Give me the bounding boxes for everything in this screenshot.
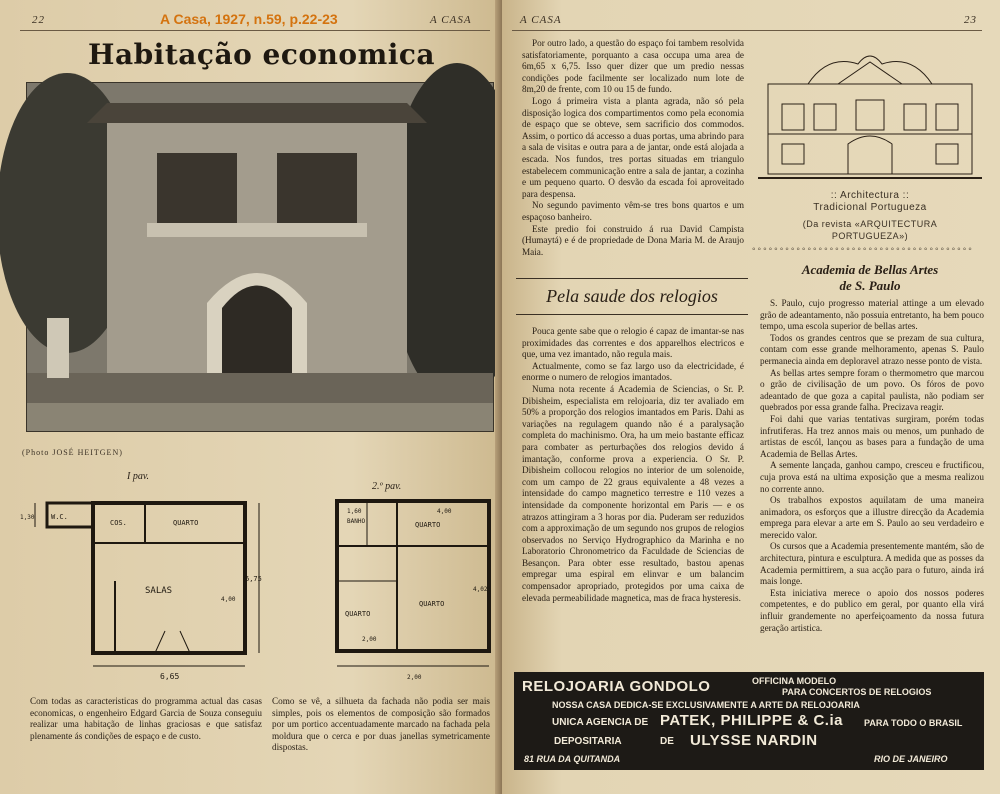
plan2-dim-e: 2,00	[407, 674, 422, 681]
source-reference: A Casa, 1927, n.59, p.22-23	[160, 11, 338, 27]
right-col-a-bottom	[522, 326, 744, 604]
ad-patek: PATEK, PHILIPPE & C.ia	[660, 712, 843, 729]
plan2-banho-label: BANHO	[347, 518, 366, 525]
plan2-quarto-left-label: QUARTO	[345, 610, 371, 618]
arch-caption-line3: (Da revista «ARQUITECTURA	[802, 219, 938, 229]
col-b-para: Todos os grandes centros que se prezam de sua cultura, contam com esse grande melhoramento, apenas S. Paulo permanecia ainda em deploravel atrazo nesse ponto de vista.	[760, 332, 984, 366]
gondolo-advertisement	[514, 672, 984, 770]
architecture-drawing	[758, 44, 982, 184]
right-running-head: A CASA	[520, 14, 562, 26]
floor-plan-1	[14, 470, 262, 694]
col-b-para: S. Paulo, cujo progresso material attinge a um elevado grão de adeantamento, não possuia entretanto, ha bem pouco tempo, uma escola superior de bellas artes.	[760, 298, 984, 332]
academy-title	[758, 262, 982, 294]
plan2-dim-c: 2,00	[362, 636, 377, 643]
right-page	[502, 0, 1000, 794]
col-a-para: Logo á primeira vista a planta agrada, não só pela disposição logica dos compartimentos como pela economia de espaço que se obteve, sem sacrificio dos commodos. Assim, o portico dá accesso a duas portas, uma abrindo para a sala de visitas e outra para a de jantar, onde está alojada a escada. Nos fundos, tres portas situadas em triangulo estabelecem communicação entre a sala de jantar, a cozinha e um pequeno quarto. O desvão da escada foi aproveitado para despensa.	[522, 95, 744, 199]
ad-concertos: PARA CONCERTOS DE RELOGIOS	[782, 687, 932, 697]
plan1-side-dim: 1,30	[20, 514, 35, 521]
plan2-quarto-right-label: QUARTO	[419, 600, 445, 608]
col-b-para: Os cursos que a Academia presentemente mantém, são de architectura, pintura e esculptura. A medida que as posses da Academia permittirem, a sua acção para o futuro, ainda irá mais longe.	[760, 541, 984, 587]
house-illustration	[27, 83, 493, 431]
col-a-para: Numa nota recente á Academia de Sciencias, o Sr. P. Dibisheim, especialista em relojoaria, diz ter avaliado em 50% a proporção dos relogios imantados em Paris. Dahi as variações na regulagem quando não é a paralysação completa do machinismo. Ora, ha um meio bastante efficaz para combater as perturbações dos relogios devido á imantação, conforme prova a experiencia. O Sr. P. Dibisheim collocou relogios no interior de um solenoide, com um campo de 22 graus equivalente a 48 vezes a intensidade do campo magnetico terrestre e 110 vezes a intensidade da componente horizontal em Paris — e os atrazos attingiram a 3 horas por dia. Puderam ser reduzidos com a approximação de um segundo nos grupos de relogios observados no Serviço Hydrographico da Marinha e no Laboratorio Chronometrico da Faculdade de Sciencias de Besançon. Para obter esse resultado, bastou apenas empregar uma espiral em elinvar e um balancim compensador apropriado, protegidos por uma caixa de elevada permeabilidade magnetica, mas de fraca hysteresis.	[522, 383, 744, 603]
plan1-salas-label: SALAS	[145, 586, 173, 596]
col-b-para: A semente lançada, ganhou campo, cresceu e fructificou, cuja prova está na ultima exposição que a mesma realizou no corrente anno.	[760, 460, 984, 494]
floor-plan-2	[326, 480, 498, 692]
arch-caption-line1: :: Architectura ::	[830, 190, 910, 201]
ad-officina: OFFICINA MODELO	[752, 676, 837, 686]
left-page-number: 22	[32, 14, 45, 26]
arch-caption-line4: PORTUGUEZA»)	[831, 231, 909, 241]
plan1-width-dim: 6,65	[160, 672, 180, 681]
photo-caption: (Photo JOSÉ HEITGEN)	[22, 448, 123, 457]
plan2-quarto-top-label: QUARTO	[415, 521, 441, 529]
col-a-para: Actualmente, como se faz largo uso da electricidade, é enorme o numero de relogios imantados.	[522, 360, 744, 383]
plan1-drawing	[15, 481, 262, 691]
arch-caption	[778, 190, 962, 242]
plan2-dim-b: 4,00	[437, 508, 452, 515]
section-rule-bottom	[516, 314, 748, 315]
plan2-heading: 2.º pav.	[372, 481, 402, 492]
left-caption-col1: Com todas as caracteristicas do programma actual das casas economicas, o engenheiro Edgard Garcia de Souza conseguiu realizar uma habitação de linhas graciosas e que satisfaz plenamente ás condições de espaço e de custo.	[30, 696, 262, 741]
right-header-rule	[512, 30, 982, 31]
plan2-drawing	[327, 491, 497, 691]
plan1-heading: I pav.	[127, 471, 150, 482]
ad-dedica: NOSSA CASA DEDICA-SE EXCLUSIVAMENTE A ARTE DA RELOJOARIA	[552, 700, 860, 710]
right-col-b	[760, 298, 984, 634]
ad-nardin: ULYSSE NARDIN	[690, 732, 818, 749]
col-a-para: Pouca gente sabe que o relogio é capaz de imantar-se nas proximidades das correntes e dos apparelhos electricos e que, uma vez imantado, não regula mais.	[522, 326, 744, 360]
left-running-head: A CASA	[430, 14, 472, 26]
article-title: Habitação economica	[88, 38, 436, 71]
plan1-inner-dim: 4,00	[221, 596, 236, 603]
col-a-para: Este predio foi construido á rua David Campista (Humaytá) e é de propriedade de Dona Maria M. de Araujo Maia.	[522, 223, 744, 257]
col-a-para: No segundo pavimento vêm-se tres bons quartos e um espaçoso banheiro.	[522, 200, 744, 222]
ad-de: DE	[660, 736, 674, 747]
plan1-quarto-label: QUARTO	[173, 519, 199, 527]
plan1-wc-label: W.C.	[51, 513, 68, 521]
house-photo	[26, 82, 494, 432]
col-b-para: As bellas artes sempre foram o thermometro que marcou o grão de civilisação de um povo. Os fóros de povo adeantado de que goza a capital paulista, não podiam ser quebrados por essa grande falha. Precizava reagir.	[760, 367, 984, 413]
ornament-rule: ◦◦◦◦◦◦◦◦◦◦◦◦◦◦◦◦◦◦◦◦◦◦◦◦◦◦◦◦◦◦◦◦◦◦◦◦◦◦◦◦	[752, 244, 974, 255]
ad-unica: UNICA AGENCIA DE	[552, 717, 649, 728]
academy-title-line2: de S. Paulo	[839, 278, 901, 293]
col-b-para: Esta iniciativa merece o apoio dos nossos poderes competentes, e do publico em geral, por quanto ella virá influir grandemente no aperfeiçoamento da nossa futura geração artistica.	[760, 587, 984, 633]
col-a-para: Por outro lado, a questão do espaço foi tambem resolvida satisfatoriamente, porquanto a casa occupa uma area de 6m,65 x 6,75. Isso quer dizer que um predio nessas condições pode facilmente ser localizado num lote de 8m,20 de frente, com 10 ou 15 de fundo.	[522, 38, 744, 95]
col-b-para: Os trabalhos expostos aquilatam de uma maneira animadora, os esforços que a illustre direcção da Academia emprega para elevar a arte em S. Paulo ao seu verdadeiro e merecido valor.	[760, 495, 984, 540]
right-col-a-top	[522, 38, 744, 258]
ad-city: RIO DE JANEIRO	[874, 754, 948, 764]
left-caption-col2: Como se vê, a silhueta da fachada não podia ser mais simples, pois os elementos de composição são formados por um portico accentuadamente marcado na fachada pela moldura que o cerca e por duas janellas symetricamente dispostas.	[272, 696, 490, 753]
plan2-dim-d: 4,02	[473, 586, 488, 593]
plan1-depth-dim: 6,75	[245, 575, 262, 583]
plan1-cos-label: COS.	[110, 519, 127, 527]
ad-depositaria: DEPOSITARIA	[554, 736, 622, 747]
right-page-number: 23	[964, 14, 977, 26]
col-b-para: Foi dahi que varias tentativas surgiram, porém todas infrutiferas. Ha trez annos mais ou menos, um punhado de artistas de escól, lançou as bases para a fundação de uma Academia de Bellas Artes.	[760, 413, 984, 459]
clock-section-title: Pela saude dos relogios	[546, 286, 718, 306]
header-rule	[20, 30, 490, 31]
ad-store-name: RELOJOARIA GONDOLO	[522, 678, 711, 695]
ad-address: 81 RUA DA QUITANDA	[524, 754, 621, 764]
academy-title-line1: Academia de Bellas Artes	[801, 262, 939, 277]
plan2-dim-a: 1,60	[347, 508, 362, 515]
ad-brasil: PARA TODO O BRASIL	[864, 718, 963, 728]
section-rule-top	[516, 278, 748, 279]
arch-caption-line2: Tradicional Portugueza	[813, 202, 927, 213]
